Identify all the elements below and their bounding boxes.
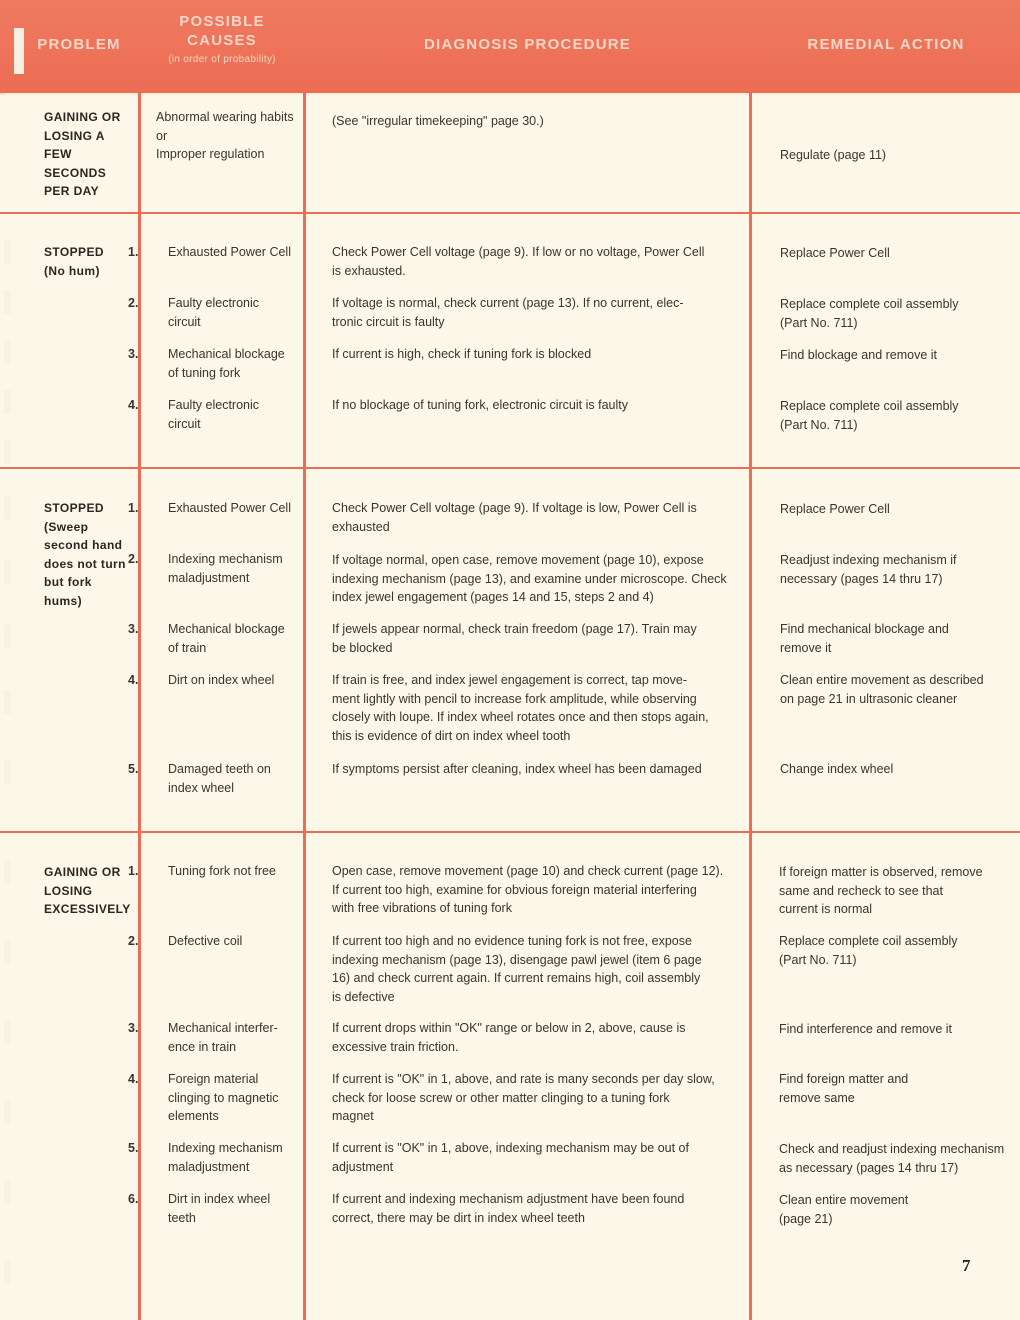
- problem-line: second hand: [44, 538, 123, 552]
- cause-number: 3.: [128, 622, 139, 636]
- cause-line: Mechanical blockage: [168, 622, 285, 636]
- header-remedial: REMEDIAL ACTION: [807, 36, 965, 53]
- cause-line: Indexing mechanism: [168, 1141, 283, 1155]
- diagnosis-line: closely with loupe. If index wheel rotates once and then stops again,: [332, 710, 709, 724]
- remedy-line: Check and readjust indexing mechanism: [779, 1142, 1005, 1156]
- diagnosis-line: indexing mechanism (page 13), disengage pawl jewel (item 6 page: [332, 952, 702, 967]
- cause-number: 4.: [128, 398, 139, 412]
- diagnosis-line: If current and indexing mechanism adjustment have been found: [332, 1192, 685, 1206]
- diagnosis-line: adjustment: [332, 1159, 394, 1174]
- remedy-item: [779, 932, 1014, 969]
- margin-tab: [4, 240, 11, 264]
- diagnosis-line: is exhausted.: [332, 263, 406, 278]
- cause-number: 3.: [128, 1021, 139, 1035]
- remedy-item: [780, 671, 1010, 708]
- diagnosis-item: [332, 345, 727, 364]
- cause-number: 2.: [128, 296, 139, 310]
- cause-line: Abnormal wearing habits: [156, 110, 294, 124]
- cause-item: [128, 345, 298, 382]
- diagnosis-item: [332, 1070, 727, 1126]
- cause-item: [128, 294, 298, 331]
- remedy-line: Replace complete coil assembly: [780, 297, 959, 311]
- problem-gaining-excessively: [44, 863, 136, 919]
- cause-line: ence in train: [168, 1039, 237, 1054]
- remedy-line: on page 21 in ultrasonic cleaner: [780, 691, 958, 706]
- remedy-item: [779, 1070, 1014, 1107]
- diagnosis-line: index jewel engagement (pages 14 and 15, steps 2 and 4): [332, 590, 654, 604]
- header-causes: [141, 12, 303, 69]
- problem-stopped-no-hum: [44, 243, 136, 280]
- diagnosis-line: If current drops within "OK" range or below in 2, above, cause is: [332, 1021, 686, 1035]
- cause-item: [128, 620, 298, 657]
- remedy-line: as necessary (pages 14 thru 17): [779, 1160, 959, 1175]
- row-divider: [0, 831, 1020, 833]
- diagnosis-item: [332, 1019, 727, 1056]
- diagnosis-item: [332, 112, 727, 131]
- margin-tab: [4, 690, 11, 714]
- cause-line: Faulty electronic: [168, 296, 260, 310]
- cause-item: [128, 1019, 298, 1056]
- diagnosis-line: Check Power Cell voltage (page 9). If low or no voltage, Power Cell: [332, 245, 705, 259]
- remedy-line: Change index wheel: [780, 762, 894, 776]
- cause-number: 4.: [128, 1072, 139, 1086]
- remedy-line: (Part No. 711): [780, 315, 858, 330]
- cause-number: 3.: [128, 347, 139, 361]
- remedy-line: remove it: [780, 640, 832, 655]
- cause-line: Faulty electronic: [168, 398, 260, 412]
- diagnosis-item: [332, 862, 727, 918]
- cause-item: [156, 108, 301, 164]
- cause-number: 1.: [128, 501, 139, 515]
- cause-line: Defective coil: [168, 934, 243, 948]
- cause-item: [128, 760, 298, 797]
- remedy-line: Find foreign matter and: [779, 1072, 909, 1086]
- remedy-item: [780, 146, 1010, 165]
- diagnosis-line: be blocked: [332, 640, 393, 655]
- diagnosis-item: [332, 294, 727, 331]
- margin-tab: [4, 625, 11, 649]
- problem-gaining-few-seconds: [44, 108, 136, 201]
- diagnosis-item: [332, 671, 727, 745]
- problem-line: STOPPED: [44, 501, 104, 515]
- remedy-line: current is normal: [779, 902, 873, 916]
- cause-line: Exhausted Power Cell: [168, 245, 291, 259]
- remedy-line: Replace Power Cell: [780, 246, 890, 260]
- remedy-line: Replace Power Cell: [780, 502, 890, 516]
- cause-line: Mechanical interfer-: [168, 1021, 278, 1035]
- margin-tab: [4, 440, 11, 464]
- cause-line: maladjustment: [168, 570, 250, 585]
- problem-line: hums): [44, 593, 82, 608]
- remedy-item: [780, 620, 1010, 657]
- column-divider: [303, 93, 306, 1320]
- diagnosis-line: If symptoms persist after cleaning, index wheel has been damaged: [332, 762, 702, 776]
- causes-column-bg: [128, 95, 303, 1320]
- remedy-item: [779, 1020, 1014, 1039]
- cause-line: Indexing mechanism: [168, 552, 283, 566]
- diagnosis-item: [332, 243, 727, 280]
- cause-line: Dirt in index wheel: [168, 1192, 271, 1206]
- cause-item: [128, 550, 298, 587]
- remedy-item: [780, 244, 1010, 263]
- problem-stopped-sweep: [44, 499, 136, 610]
- remedy-item: [779, 1191, 1014, 1228]
- cause-number: 1.: [128, 864, 139, 878]
- cause-item: [128, 862, 298, 881]
- margin-tab: [4, 760, 11, 784]
- cause-number: 2.: [128, 934, 139, 948]
- problem-line: GAINING OR: [44, 865, 121, 879]
- diagnosis-line: 16) and check current again. If current remains high, coil assembly: [332, 971, 701, 985]
- cause-item: [128, 243, 298, 262]
- diagnosis-line: Check Power Cell voltage (page 9). If voltage is low, Power Cell is: [332, 501, 697, 515]
- remedy-item: [780, 295, 1010, 332]
- margin-tab: [4, 860, 11, 884]
- cause-line: circuit: [168, 314, 201, 329]
- problem-line: (Sweep: [44, 519, 89, 534]
- column-divider: [138, 93, 141, 1320]
- table-header: [0, 0, 1020, 93]
- cause-line: Mechanical blockage: [168, 347, 285, 361]
- diagnosis-line: ment lightly with pencil to increase fork amplitude, while observing: [332, 691, 697, 706]
- remedy-line: Find mechanical blockage and: [780, 622, 949, 636]
- problem-line: STOPPED: [44, 245, 104, 259]
- diagnosis-line: correct, there may be dirt in index wheel teeth: [332, 1210, 585, 1225]
- cause-line: index wheel: [168, 780, 235, 795]
- row-divider: [0, 212, 1020, 214]
- diagnosis-line: check for loose screw or other matter clinging to a tuning fork: [332, 1090, 670, 1105]
- remedy-line: Replace complete coil assembly: [780, 399, 959, 413]
- cause-line: Exhausted Power Cell: [168, 501, 291, 515]
- diagnosis-item: [332, 932, 727, 1006]
- cause-number: 5.: [128, 762, 139, 776]
- page-number: 7: [962, 1256, 971, 1275]
- cause-item: [128, 671, 298, 690]
- margin-tab: [4, 1020, 11, 1044]
- diagnosis-line: If no blockage of tuning fork, electronic circuit is faulty: [332, 398, 628, 412]
- margin-tab: [4, 390, 11, 414]
- remedy-item: [780, 551, 1010, 588]
- diagnosis-line: with free vibrations of tuning fork: [332, 901, 512, 915]
- diagnosis-item: [332, 620, 727, 657]
- problem-line: does not turn: [44, 556, 126, 571]
- cause-item: [128, 1190, 298, 1227]
- diagnosis-line: If current is high, check if tuning fork is blocked: [332, 347, 592, 361]
- remedy-item: [780, 397, 1010, 434]
- remedy-line: Clean entire movement as described: [780, 673, 984, 687]
- cause-line: Improper regulation: [156, 147, 265, 161]
- problem-line: but fork: [44, 575, 92, 589]
- problem-line: LOSING: [44, 883, 93, 898]
- diagnosis-item: [332, 551, 727, 607]
- cause-number: 5.: [128, 1141, 139, 1155]
- remedy-line: Replace complete coil assembly: [779, 934, 958, 948]
- cause-item: [128, 396, 298, 433]
- diagnosis-item: [332, 499, 727, 536]
- diagnosis-line: (See "irregular timekeeping" page 30.): [332, 114, 544, 128]
- margin-tab: [4, 495, 11, 519]
- cause-number: 1.: [128, 245, 139, 259]
- cause-line: elements: [168, 1109, 219, 1123]
- margin-tab: [4, 1260, 11, 1284]
- diagnosis-item: [332, 760, 727, 779]
- remedy-item: [780, 346, 1010, 365]
- diagnosis-item: [332, 1190, 727, 1227]
- remedy-item: [780, 760, 1010, 779]
- remedy-line: Clean entire movement: [779, 1193, 909, 1207]
- remedy-line: (page 21): [779, 1211, 833, 1226]
- margin-tab: [4, 1100, 11, 1124]
- cause-line: clinging to magnetic: [168, 1090, 279, 1105]
- diagnosis-item: [332, 1139, 727, 1176]
- diagnosis-line: exhausted: [332, 519, 390, 534]
- cause-number: 2.: [128, 552, 139, 566]
- header-diagnosis: DIAGNOSIS PROCEDURE: [424, 36, 631, 53]
- problem-line: FEW SECONDS: [44, 147, 107, 180]
- header-causes-line1: POSSIBLE: [179, 13, 265, 30]
- row-divider: [0, 467, 1020, 469]
- cause-item: [128, 499, 298, 518]
- diagnosis-line: Open case, remove movement (page 10) and check current (page 12).: [332, 864, 724, 878]
- diagnosis-line: is defective: [332, 989, 395, 1004]
- problem-line: GAINING OR: [44, 110, 121, 124]
- remedy-line: remove same: [779, 1090, 855, 1105]
- diagnosis-line: If voltage is normal, check current (page 13). If no current, elec-: [332, 296, 684, 310]
- diagnosis-line: If jewels appear normal, check train freedom (page 17). Train may: [332, 622, 697, 636]
- problem-line: (No hum): [44, 263, 100, 278]
- diagnosis-line: this is evidence of dirt on index wheel tooth: [332, 728, 571, 743]
- margin-tab: [4, 940, 11, 964]
- cause-line: of train: [168, 640, 207, 655]
- margin-tab: [4, 290, 11, 314]
- cause-line: Dirt on index wheel: [168, 673, 275, 687]
- remedy-line: Find blockage and remove it: [780, 348, 938, 362]
- diagnosis-item: [332, 396, 727, 415]
- diagnosis-line: If train is free, and index jewel engagement is correct, tap move-: [332, 673, 688, 687]
- margin-tab: [4, 560, 11, 584]
- problem-line: EXCESSIVELY: [44, 902, 131, 916]
- cause-item: [128, 1139, 298, 1176]
- diagnosis-line: If voltage normal, open case, remove movement (page 10), expose: [332, 553, 704, 567]
- diagnosis-line: tronic circuit is faulty: [332, 314, 445, 329]
- diagnosis-line: excessive train friction.: [332, 1039, 459, 1054]
- remedy-line: (Part No. 711): [780, 417, 858, 432]
- problem-line: LOSING A: [44, 128, 105, 143]
- remedy-line: necessary (pages 14 thru 17): [780, 571, 943, 586]
- remedy-item: [780, 500, 1010, 519]
- column-divider: [749, 93, 752, 1320]
- problem-line: PER DAY: [44, 184, 100, 198]
- cause-item: [128, 932, 298, 951]
- diagnosis-line: indexing mechanism (page 13), and examine under microscope. Check: [332, 571, 727, 586]
- cause-number: 6.: [128, 1192, 139, 1206]
- cause-line: or: [156, 128, 168, 143]
- diagnosis-line: If current too high, examine for obvious foreign material interfering: [332, 882, 697, 897]
- diagnosis-line: If current is "OK" in 1, above, indexing mechanism may be out of: [332, 1141, 689, 1155]
- remedy-line: same and recheck to see that: [779, 883, 943, 898]
- cause-line: Damaged teeth on: [168, 762, 271, 776]
- remedy-item: [779, 863, 1014, 919]
- cause-line: of tuning fork: [168, 365, 241, 380]
- margin-tab: [4, 1180, 11, 1204]
- remedy-line: Find interference and remove it: [779, 1022, 953, 1036]
- header-causes-line2: CAUSES: [187, 32, 257, 49]
- diagnosis-line: magnet: [332, 1109, 374, 1123]
- diagnosis-line: If current too high and no evidence tuning fork is not free, expose: [332, 934, 692, 948]
- cause-line: teeth: [168, 1210, 196, 1225]
- cause-line: Foreign material: [168, 1072, 259, 1086]
- remedy-line: (Part No. 711): [779, 952, 857, 967]
- cause-line: maladjustment: [168, 1159, 250, 1174]
- margin-tab: [4, 340, 11, 364]
- diagnosis-line: If current is "OK" in 1, above, and rate is many seconds per day slow,: [332, 1072, 715, 1086]
- cause-number: 4.: [128, 673, 139, 687]
- header-problem: PROBLEM: [37, 36, 121, 53]
- remedy-line: Regulate (page 11): [780, 148, 887, 162]
- cause-line: Tuning fork not free: [168, 864, 276, 878]
- header-causes-sub: (in order of probability): [168, 54, 276, 65]
- cause-item: [128, 1070, 298, 1126]
- cause-line: circuit: [168, 416, 201, 431]
- remedy-item: [779, 1140, 1014, 1177]
- remedy-line: Readjust indexing mechanism if: [780, 553, 957, 567]
- remedy-line: If foreign matter is observed, remove: [779, 865, 983, 879]
